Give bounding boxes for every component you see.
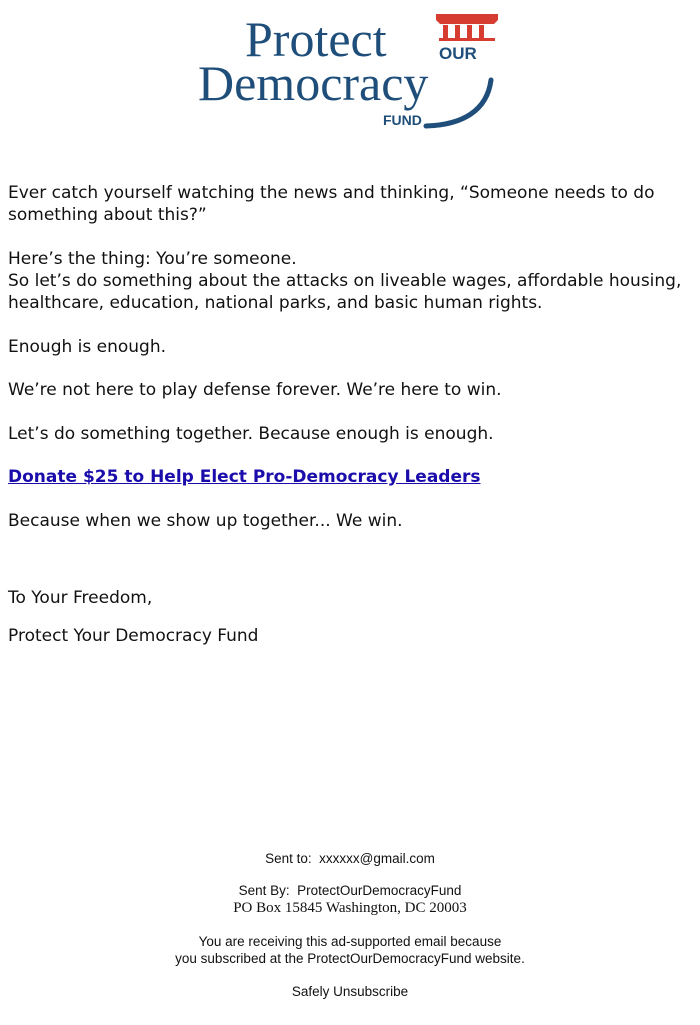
unsubscribe-link[interactable]: Safely Unsubscribe (291, 984, 409, 999)
enough-line: Enough is enough. (8, 337, 167, 357)
logo-text-democracy: Democracy (198, 55, 429, 111)
mailing-address: PO Box 15845 Washington, DC 20003 (233, 900, 467, 916)
subscription-notice-line2: you subscribed at the ProtectOurDemocracyFund website. (175, 951, 525, 966)
logo-text-fund: FUND (383, 112, 422, 128)
protect-our-democracy-logo (190, 8, 510, 133)
header (0, 0, 700, 140)
email-footer (0, 850, 700, 1000)
intro-paragraph: Ever catch yourself watching the news and thinking, “Someone needs to do something about this?” (8, 183, 655, 225)
subscription-notice-line1: You are receiving this ad-supported email because (198, 934, 502, 949)
youre-someone-line: Here’s the thing: You’re someone. (8, 249, 297, 269)
sent-by: Sent By: ProtectOurDemocracyFund (238, 883, 462, 898)
donate-link[interactable]: Donate $25 to Help Elect Pro-Democracy Leaders (8, 467, 481, 487)
logo-text-our: OUR (439, 44, 477, 63)
signoff: To Your Freedom, (8, 588, 153, 608)
logo-swoosh (426, 80, 491, 126)
logo-text-protect: Protect (245, 11, 387, 67)
signature: Protect Your Democracy Fund (8, 626, 259, 646)
sent-to: Sent to: xxxxxx@gmail.com (265, 851, 435, 866)
win-line: We’re not here to play defense forever. We’re here to win. (8, 380, 502, 400)
email-body (8, 182, 684, 647)
together-line: Let’s do something together. Because enough is enough. (8, 424, 494, 444)
attacks-paragraph: So let’s do something about the attacks on liveable wages, affordable housing, healthcare, education, national parks, and basic human rights. (8, 271, 682, 313)
show-up-line: Because when we show up together... We win. (8, 511, 403, 531)
capitol-icon (436, 14, 498, 41)
